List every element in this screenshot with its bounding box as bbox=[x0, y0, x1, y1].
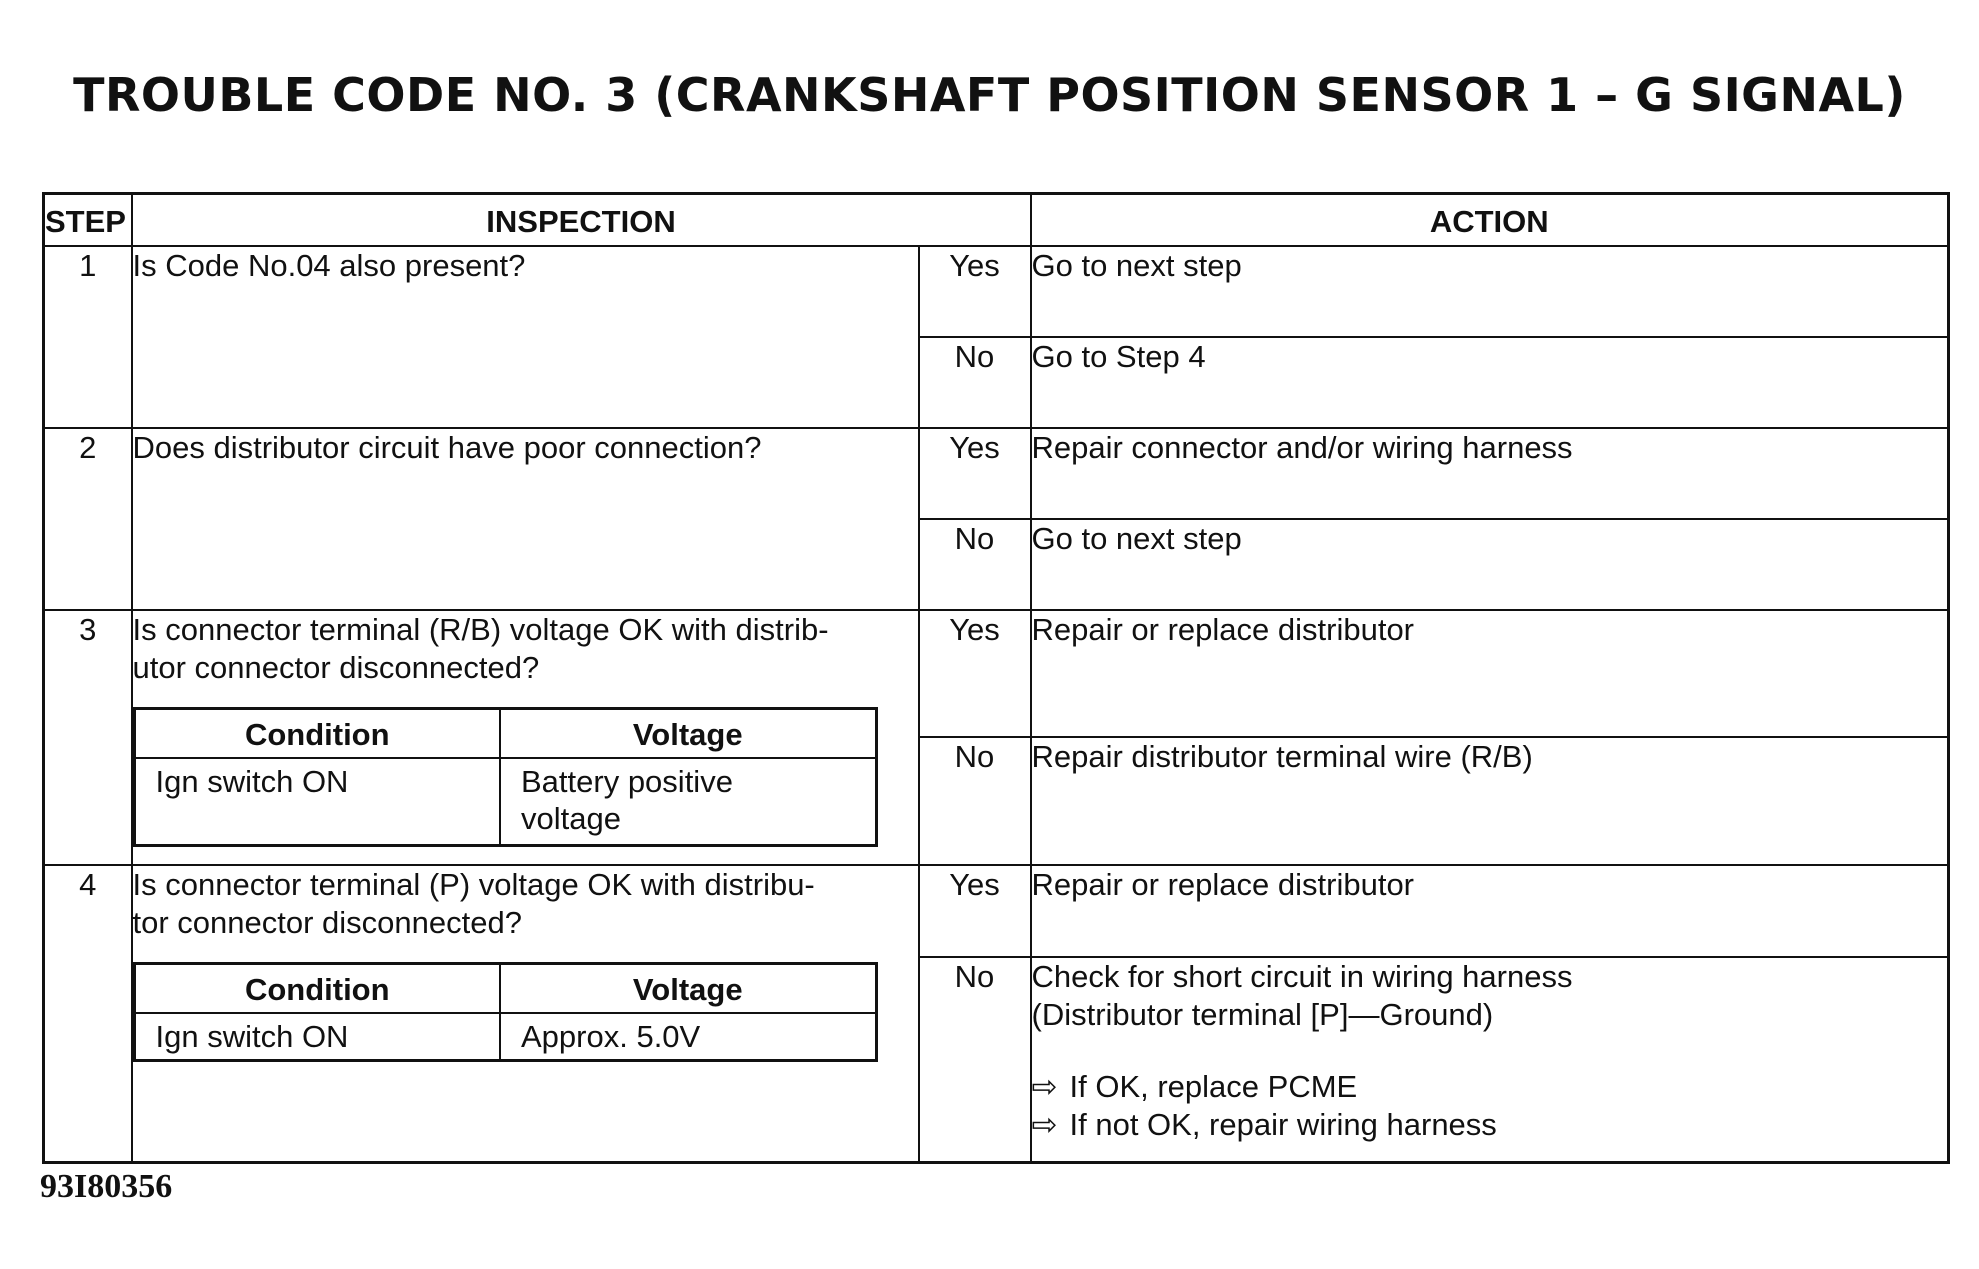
yes-label: Yes bbox=[919, 428, 1031, 519]
step-number: 3 bbox=[44, 610, 132, 865]
no-label: No bbox=[919, 519, 1031, 610]
voltage-line: voltage bbox=[521, 800, 621, 836]
inspection-text: Is connector terminal (P) voltage OK with distribu- bbox=[132, 867, 815, 903]
condition-header: Condition bbox=[134, 708, 500, 758]
yes-label: Yes bbox=[919, 610, 1031, 737]
no-label: No bbox=[919, 337, 1031, 428]
step-number: 2 bbox=[44, 428, 132, 610]
action-bullet bbox=[1032, 1068, 1948, 1106]
page-title: TROUBLE CODE NO. 3 (CRANKSHAFT POSITION SENSOR 1 – G SIGNAL) bbox=[73, 68, 1906, 122]
yes-label: Yes bbox=[919, 865, 1031, 957]
condition-table bbox=[133, 707, 878, 848]
header-row bbox=[44, 194, 1949, 246]
action-text: Check for short circuit in wiring harness bbox=[1031, 959, 1573, 995]
action-text: If not OK, repair wiring harness bbox=[1069, 1107, 1497, 1143]
table-row bbox=[44, 428, 1949, 519]
action-text: Go to next step bbox=[1031, 519, 1949, 610]
voltage-header: Voltage bbox=[500, 708, 876, 758]
inspection-text: Is Code No.04 also present? bbox=[132, 246, 919, 428]
inspection-header: INSPECTION bbox=[132, 194, 1031, 246]
action-text: If OK, replace PCME bbox=[1069, 1069, 1358, 1105]
step-header: STEP bbox=[44, 194, 132, 246]
no-label: No bbox=[919, 737, 1031, 865]
inspection-cell bbox=[132, 610, 919, 865]
no-label: No bbox=[919, 957, 1031, 1162]
voltage-value bbox=[500, 758, 876, 846]
table-row bbox=[44, 610, 1949, 737]
action-cell bbox=[1031, 957, 1949, 1162]
action-text: Go to Step 4 bbox=[1031, 337, 1949, 428]
action-text: Repair connector and/or wiring harness bbox=[1031, 428, 1949, 519]
action-text: Go to next step bbox=[1031, 246, 1949, 337]
yes-label: Yes bbox=[919, 246, 1031, 337]
arrow-right-icon: ⇨ bbox=[1031, 1069, 1058, 1105]
action-text: Repair distributor terminal wire (R/B) bbox=[1031, 737, 1949, 865]
action-text: (Distributor terminal [P]—Ground) bbox=[1031, 997, 1494, 1033]
condition-value: Ign switch ON bbox=[134, 758, 500, 846]
action-header: ACTION bbox=[1031, 194, 1949, 246]
step-number: 4 bbox=[44, 865, 132, 1162]
action-text: Repair or replace distributor bbox=[1031, 610, 1949, 737]
inspection-text: utor connector disconnected? bbox=[132, 649, 540, 685]
voltage-line: Battery positive bbox=[521, 763, 733, 799]
voltage-header: Voltage bbox=[500, 964, 876, 1014]
condition-table bbox=[133, 962, 878, 1062]
arrow-right-icon: ⇨ bbox=[1031, 1107, 1058, 1143]
trouble-code-table bbox=[42, 192, 1950, 1164]
inspection-text: Does distributor circuit have poor connection? bbox=[132, 428, 919, 610]
inspection-cell bbox=[132, 865, 919, 1162]
table-row bbox=[44, 246, 1949, 337]
inspection-text: tor connector disconnected? bbox=[132, 905, 522, 941]
inspection-text: Is connector terminal (R/B) voltage OK with distrib- bbox=[132, 611, 829, 647]
table-row bbox=[44, 865, 1949, 957]
action-text: Repair or replace distributor bbox=[1031, 865, 1949, 957]
condition-value: Ign switch ON bbox=[134, 1013, 500, 1061]
figure-id: 93I80356 bbox=[40, 1168, 173, 1205]
voltage-value: Approx. 5.0V bbox=[500, 1013, 876, 1061]
step-number: 1 bbox=[44, 246, 132, 428]
action-bullet bbox=[1032, 1106, 1948, 1144]
condition-header: Condition bbox=[134, 964, 500, 1014]
